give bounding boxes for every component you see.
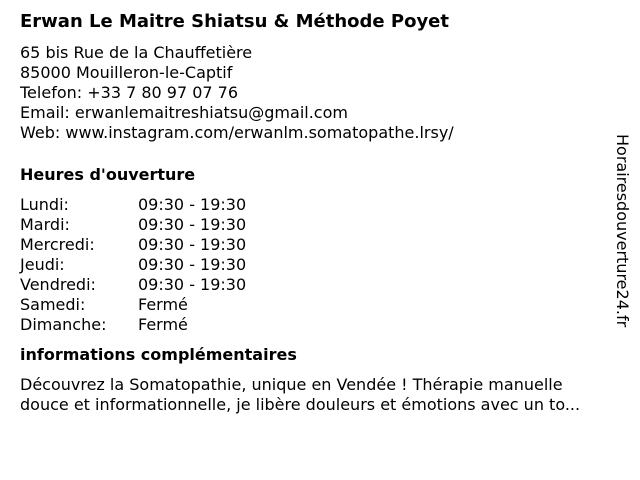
hours-day: Dimanche: bbox=[20, 315, 107, 334]
hours-row bbox=[20, 215, 620, 235]
info-heading: informations complémentaires bbox=[20, 345, 297, 364]
web-text: Web: www.instagram.com/erwanlm.somatopathe.lrsy/ bbox=[20, 123, 454, 142]
hours-time: 09:30 - 19:30 bbox=[138, 275, 247, 294]
info-description bbox=[20, 375, 620, 415]
hours-time: 09:30 - 19:30 bbox=[138, 195, 247, 214]
hours-day: Vendredi: bbox=[20, 275, 96, 294]
site-watermark: Horairesdouverture24.fr bbox=[613, 134, 632, 328]
hours-day: Lundi: bbox=[20, 195, 69, 214]
hours-time: Fermé bbox=[138, 295, 188, 314]
hours-time: 09:30 - 19:30 bbox=[138, 255, 247, 274]
hours-row bbox=[20, 255, 620, 275]
hours-table bbox=[20, 195, 620, 335]
hours-time: Fermé bbox=[138, 315, 188, 334]
business-name: Erwan Le Maitre Shiatsu & Méthode Poyet bbox=[20, 11, 449, 32]
hours-row bbox=[20, 315, 620, 335]
hours-day: Samedi: bbox=[20, 295, 86, 314]
hours-heading: Heures d'ouverture bbox=[20, 165, 196, 184]
hours-row bbox=[20, 295, 620, 315]
hours-day: Jeudi: bbox=[20, 255, 65, 274]
address-city: 85000 Mouilleron-le-Captif bbox=[20, 63, 233, 82]
phone-text: Telefon: +33 7 80 97 07 76 bbox=[20, 83, 239, 102]
business-card bbox=[20, 10, 620, 415]
address-street: 65 bis Rue de la Chauffetière bbox=[20, 43, 253, 62]
hours-time: 09:30 - 19:30 bbox=[138, 215, 247, 234]
hours-day: Mardi: bbox=[20, 215, 70, 234]
hours-row bbox=[20, 195, 620, 215]
hours-time: 09:30 - 19:30 bbox=[138, 235, 247, 254]
contact-block bbox=[20, 43, 620, 143]
info-line: Découvrez la Somatopathie, unique en Vendée ! Thérapie manuelle bbox=[20, 375, 563, 394]
info-line: douce et informationnelle, je libère douleurs et émotions avec un to... bbox=[20, 395, 581, 414]
hours-day: Mercredi: bbox=[20, 235, 95, 254]
email-text: Email: erwanlemaitreshiatsu@gmail.com bbox=[20, 103, 348, 122]
hours-row bbox=[20, 235, 620, 255]
hours-row bbox=[20, 275, 620, 295]
